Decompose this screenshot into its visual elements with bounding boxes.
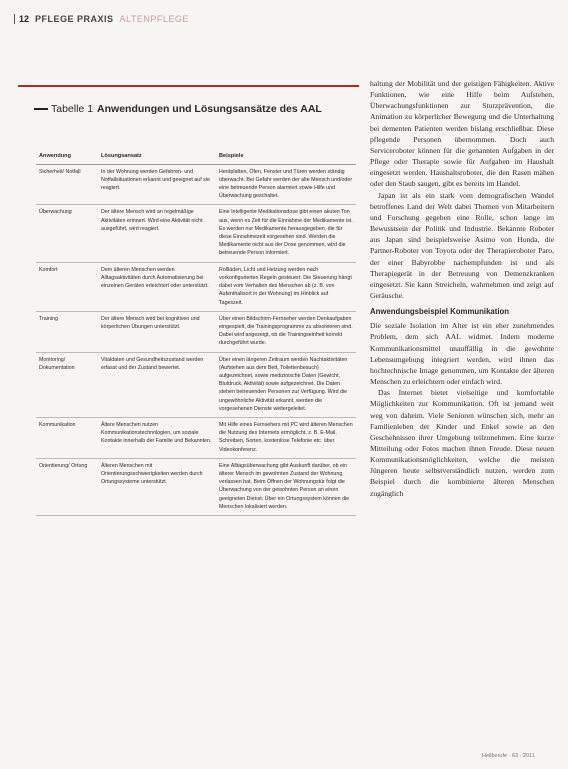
- table-row: [36, 417, 356, 458]
- cell-beispiele: Rollläden, Licht und Heizung werden nach vorkonfigurierten Regeln gesteuert. Die Steuerung hängt dabei vom Verhalten des Menschen ab (z. B. von Aufenthaltsort in der Wohnung) im Hinblick auf Tageszeit.: [216, 262, 356, 311]
- cell-anwendung: Orientierung/ Ortung: [36, 458, 98, 515]
- cell-loesungsansatz: Der ältere Mensch wird bei kognitiven und körperlichen Übungen unterstützt.: [98, 311, 216, 352]
- page-footer: Heilberufe · 63 · 2011: [482, 753, 535, 759]
- header-anwendung: Anwendung: [36, 150, 98, 164]
- subsection-title: ALTENPFLEGE: [119, 14, 189, 24]
- cell-loesungsansatz: In der Wohnung werden Gefahren- und Notfallsituationen erkannt und geeignet auf sie reagiert.: [98, 164, 216, 205]
- cell-loesungsansatz: Dem älteren Menschen werden Alltagsaktivitäten durch Automatisierung bei einzelnen Geräten erleichtert oder unterstützt.: [98, 262, 216, 311]
- section-heading: Anwendungsbeispiel Kommunikation: [370, 307, 510, 317]
- cell-loesungsansatz: Vitaldaten und Gesundheitszustand werden erfasst und der Zustand bewertet.: [98, 352, 216, 417]
- header-beispiele: Beispiele: [216, 150, 356, 164]
- header-loesungsansatz: Lösungsansatz: [98, 150, 216, 164]
- cell-beispiele: Eine Intelligente Medikationsdose gibt einen akuten Ton aus, wenn es Zeit für die Einnahme der Medikamente ist. Es werden nur Medikamente herausgegeben, die für diese Einnahmezeit vorgesehen sind. Werden die Medikamente nicht aus der Dose genommen, wird die betreuende Person informiert.: [216, 205, 356, 262]
- cell-anwendung: Monitoring/ Dokumentation: [36, 352, 98, 417]
- page-number: 12: [14, 14, 29, 24]
- cell-loesungsansatz: Ältere Menschen nutzen Kommunikationstechnologien, um soziale Kontakte innerhalb der Familie und Bekannten.: [98, 417, 216, 458]
- cell-beispiele: Herdplatten, Öfen, Fenster und Türen werden ständig überwacht. Bei Gefahr werden der alte Mensch und/oder eine betreuende Person alarmiert sowie Hilfe und Überwachung geschaltet.: [216, 164, 356, 205]
- cell-anwendung: Komfort: [36, 262, 98, 311]
- table-label: Tabelle 1: [51, 103, 94, 115]
- cell-anwendung: Überwachung: [36, 205, 98, 262]
- table-title: [34, 103, 322, 115]
- body-paragraph: Die soziale Isolation im Alter ist ein eher zunehmendes Problem, dem sich AAL widmet. Indem moderne Kommunikationsmittel unauffällig in die gewohnte Lebensumgebung integriert werden, wird ihnen das hochtechnische Image genommen, um Kontakte der älteren Menschen zu erleichtern oder einfach wird.: [370, 321, 554, 387]
- cell-beispiele: Über einen Bildschirm-Fernseher werden Denkaufgaben eingespielt, die Trainingsprogramme zu absolvieren sind. Dabei wird angezeigt, ob die Trainingseinheit korrekt durchgeführt wurde.: [216, 311, 356, 352]
- article-column: [370, 78, 554, 499]
- cell-anwendung: Kommunikation: [36, 417, 98, 458]
- table-row: [36, 262, 356, 311]
- cell-loesungsansatz: Älteren Menschen mit Orientierungsschwierigkeiten werden durch Ortungssysteme unterstützt.: [98, 458, 216, 515]
- table-top-rule: [18, 85, 359, 87]
- table-row: [36, 311, 356, 352]
- body-paragraph: haltung der Mobilität und der geistigen Fähigkeiten. Aktive Funktionen, wie eine Hilfe beim Aufstehen, Überwachungsfunktionen zur Sturzprävention, die Animation zu körperlicher Bewegung und die Unterhaltung bei dementen Patienten werden bislang erschließbar. Diese pflegende Personen übernommen. Doch auch Serviceroboter können für die genannten Aufgaben in der Pflege oder Therapie sowie für Aufgaben im Haushalt eingesetzt werden. Haushaltsroboter, die den Rasen mähen oder den Staub saugen, gibt es bereits im Handel.: [370, 79, 554, 189]
- table-heading: Anwendungen und Lösungsansätze des AAL: [97, 103, 322, 115]
- aal-table: [36, 150, 356, 516]
- cell-beispiele: Mit Hilfe eines Fernsehers mit PC wird älteren Menschen die Nutzung des Internets ermöglicht, z. B. E-Mail, Schreiben, Sorten, kostenlose Telefonie etc. über Videokonferenz.: [216, 417, 356, 458]
- running-header: [14, 14, 189, 24]
- cell-beispiele: Eine Alltagsüberwachung gibt Auskunft darüber, ob ein älterer Mensch im gewohnten Zustand der Wohnung verlassen hat. Beim Öffnen der Wohnungstür folgt die Überwachung von der gewohnten Person an einen geeigneten Dienst. Über ein Ortungssystem können die Menschen lokalisiert werden.: [216, 458, 356, 515]
- table-header-row: [36, 150, 356, 164]
- table-row: [36, 458, 356, 515]
- table-row: [36, 352, 356, 417]
- title-dash: [34, 108, 48, 110]
- body-paragraph: Das Internet bietet vielseitige und komfortable Möglichkeiten zur Kommunikation. Oft ist jemand weit weg von daheim. Viele Senioren wünschen sich, mehr an Familienleben der Kinder und Enkel sowie an den Geschehnissen ihrer Umgebung teilzunehmen. Eine kurze Mitteilung oder Fotos machen ihnen Freude. Diese neuen Kommunikationsmöglichkeiten, welche die meisten Jüngeren heute selbstverständlich nutzen, werden zum Beispiel durch die kombinierte älteren Menschen zugänglich: [370, 388, 554, 498]
- body-paragraph: Japan ist als ein stark vom demografischen Wandel betroffenes Land der Welt dabei Themen von Mitarbeitern und Forschung gegeben eine Rolle, schon lange im Bewusstsein der Politik und Industrie. Bekannte Roboter aus Japan sind beispielsweise Asimo von Honda, die Partner-Roboter von Toyota oder der Therapieroboter Paro, der einer Babyrobbe nachempfunden ist und als Therapiegerät in der Betreuung von Demenzkranken eingesetzt. Sie kann Streicheln, wahrnehmen und zeigt auf Geräusche.: [370, 190, 554, 300]
- cell-loesungsansatz: Der ältere Mensch wird an regelmäßige Aktivitäten erinnert. Wird eine Aktivität nicht ausgeführt, wird reagiert.: [98, 205, 216, 262]
- section-title: PFLEGE PRAXIS: [35, 14, 114, 24]
- cell-anwendung: Sicherheit/ Notfall: [36, 164, 98, 205]
- table-row: [36, 164, 356, 205]
- cell-beispiele: Über einen längeren Zeitraum werden Nachtaktivitäten (Aufstehen aus dem Bett, Toilettenbesuch) aufgezeichnet, sowie medizinische Daten (Gewicht, Blutdruck, Aktivität) sowie aufgezeichnet. Die Daten stehen betreuenden Personen zur Verfügung. Wird die ungewöhnliche Aktivität erkannt, werden die vorgesehenen Dienste weitergeleitet.: [216, 352, 356, 417]
- table-row: [36, 205, 356, 262]
- cell-anwendung: Training: [36, 311, 98, 352]
